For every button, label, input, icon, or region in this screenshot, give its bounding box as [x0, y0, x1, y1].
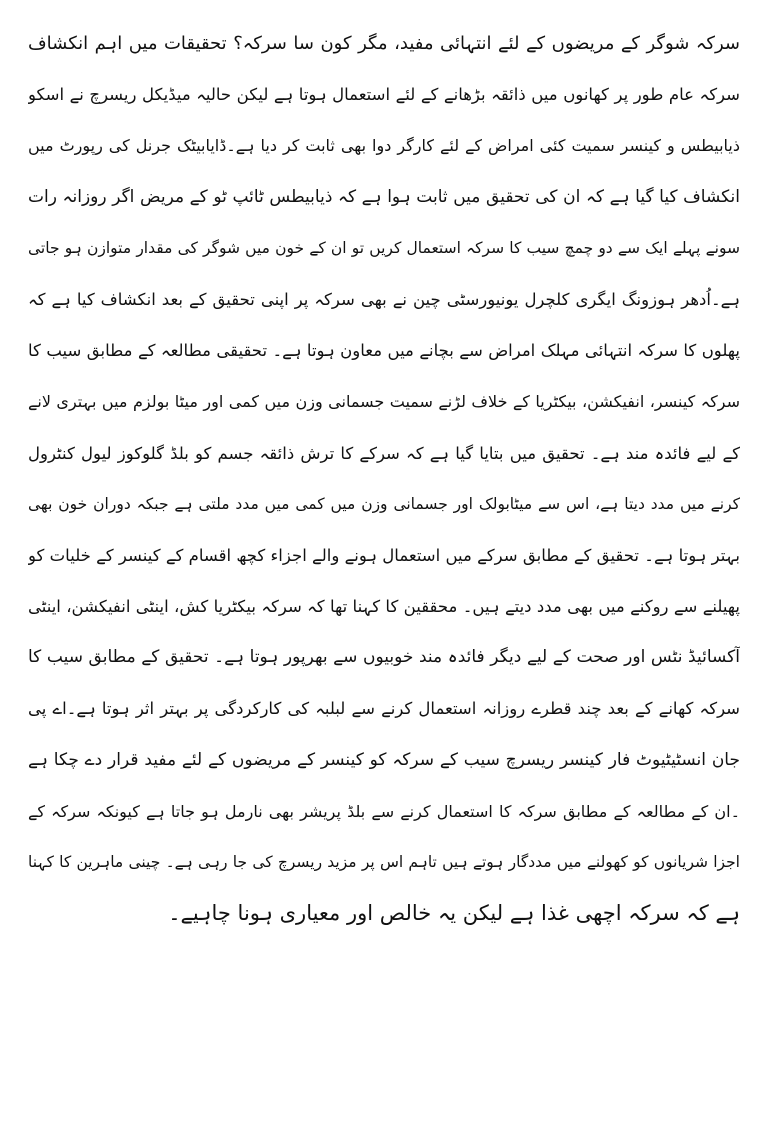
article-line: کرنے میں مدد دیتا ہے، اس سے میٹابولک اور جسمانی وزن میں کمی میں مدد ملتی ہے جبکہ دوران خون بھی — [28, 494, 740, 513]
article-line: بہتر ہوتا ہے۔ تحقیق کے مطابق سرکے میں استعمال ہونے والے اجزاء کچھ اقسام کے کینسر کے خلیات کو — [28, 545, 740, 565]
article-line: انکشاف کیا گیا ہے کہ ان کی تحقیق میں ثابت ہوا ہے کہ ذیابیطس ٹائپ ٹو کے مریض اگر روزانہ رات — [28, 186, 740, 207]
article-line-last: ہے کہ سرکہ اچھی غذا ہے لیکن یہ خالص اور معیاری ہونا چاہیے۔ — [168, 901, 740, 926]
article-line: ذیابیطس و کینسر سمیت کئی امراض کے لئے کارگر دوا بھی ثابت کر دیا ہے۔ڈایابیٹک جرنل کی رپورٹ میں — [28, 136, 740, 156]
article-line: ہے۔اُدھر ہوزونگ ایگری کلچرل یونیورسٹی چین نے بھی سرکہ پر اپنی تحقیق کے بعد انکشاف کیا ہے کہ — [28, 289, 740, 309]
article-line: سونے پہلے ایک سے دو چمچ سیب کا سرکہ استعمال کریں تو ان کے خون میں شوگر کی مقدار متوازن ہو جاتی — [28, 238, 740, 257]
article-line: سرکہ عام طور پر کھانوں میں ذائقہ بڑھانے کے لئے استعمال ہوتا ہے لیکن حالیہ میڈیکل ریسرچ نے اسکو — [28, 85, 740, 105]
article-line: سرکہ شوگر کے مریضوں کے لئے انتہائی مفید، مگر کون سا سرکہ؟ تحقیقات میں اہم انکشاف — [28, 33, 740, 54]
article-line: پھیلنے سے روکنے میں بھی مدد دیتے ہیں۔ محققین کا کہنا تھا کہ سرکہ بیکٹریا کش، اینٹی انفیکشن، اینٹی — [28, 597, 740, 617]
article-line: سرکہ کینسر، انفیکشن، بیکٹریا کے خلاف لڑنے سمیت جسمانی وزن میں کمی اور میٹا بولزم میں بہتری لانے — [28, 392, 740, 412]
article-body — [28, 18, 740, 939]
article-line: سرکہ کھانے کے بعد چند قطرے روزانہ استعمال کرنے سے لبلبہ کی کارکردگی پر بہتر اثر ہوتا ہے۔اے پی — [28, 699, 740, 719]
article-line: پھلوں کا سرکہ انتہائی مہلک امراض سے بچانے میں معاون ہوتا ہے۔ تحقیقی مطالعہ کے مطابق سیب کا — [28, 341, 740, 361]
article-line: جان انسٹیٹیوٹ فار کینسر ریسرچ سیب کے سرکہ کو کینسر کے مریضوں کے لئے مفید قرار دے چکا ہے — [28, 749, 740, 770]
article-line: اجزا شریانوں کو کھولنے میں مددگار ہوتے ہیں تاہم اس پر مزید ریسرچ کی جا رہی ہے۔ چینی ماہرین کا کہنا — [28, 853, 740, 871]
article-line: آکسائیڈ نٹس اور صحت کے لیے دیگر فائدہ مند خوبیوں سے بھرپور ہوتا ہے۔ تحقیق کے مطابق سیب کا — [28, 647, 740, 668]
article-line: ۔ان کے مطالعہ کے مطابق سرکہ کا استعمال کرنے سے بلڈ پریشر بھی نارمل ہو جاتا ہے کیونکہ سرکہ کے — [28, 801, 740, 821]
article-line: کے لیے فائدہ مند ہے۔ تحقیق میں بتایا گیا ہے کہ سرکے کا ترش ذائقہ جسم کو بلڈ گلوکوز لیول کنٹرول — [28, 443, 740, 463]
